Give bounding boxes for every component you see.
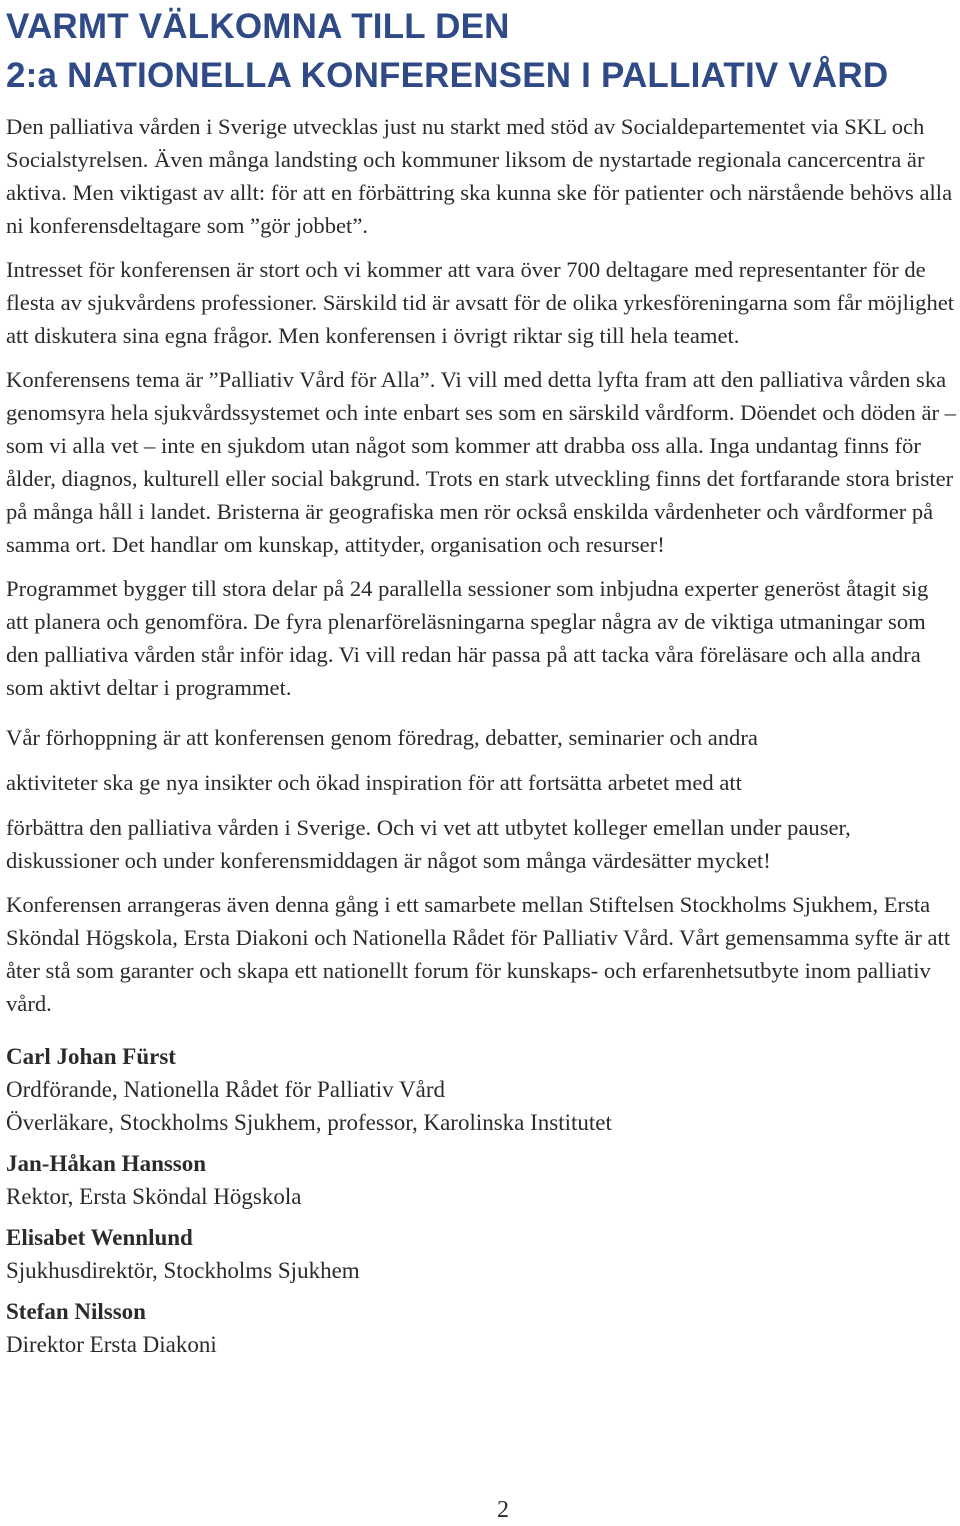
paragraph-program: Programmet bygger till stora delar på 24 parallella sessioner som inbjudna experter generöst åtagit sig att planera och genomföra. De fyra plenarföreläsningarna speglar några av de viktiga utmaningar som den palliativa vården står inför idag. Vi vill redan här passa på att tacka våra föreläsare och alla andra som aktivt deltar i programmet. <box>6 576 929 700</box>
signature-title: Direktor Ersta Diakoni <box>6 1332 217 1357</box>
signature-block <box>6 1040 956 1361</box>
signature-name: Carl Johan Fürst <box>6 1044 176 1069</box>
title-line-1: VARMT VÄLKOMNA TILL DEN <box>6 7 510 46</box>
paragraph-intro: Den palliativa vården i Sverige utvecklas just nu starkt med stöd av Socialdepartementet via SKL och Socialstyrelsen. Även många landsting och kommuner liksom de nystartade regionala cancercentra är aktiva. Men viktigast av allt: för att en förbättring ska kunna ske för patienter och närstående behövs alla ni konferensdeltagare som ”gör jobbet”. <box>6 114 953 238</box>
signature <box>6 1221 956 1287</box>
paragraph-organizers: Konferensen arrangeras även denna gång i ett samarbete mellan Stiftelsen Stockholms Sjukhem, Ersta Sköndal Högskola, Ersta Diakoni och Nationella Rådet för Palliativ Vård. Vårt gemensamma syfte är att åter stå som garanter och skapa ett nationellt forum för kunskaps- och erfarenhetsutbyte inom palliativ vård. <box>6 892 951 1016</box>
signature <box>6 1147 956 1213</box>
paragraph-hope <box>6 715 956 877</box>
signature-title: Sjukhusdirektör, Stockholms Sjukhem <box>6 1258 360 1283</box>
paragraph-hope-rest: förbättra den palliativa vården i Sverige. Och vi vet att utbytet kolleger emellan under pauser, diskussioner och under konferensmiddagen är något som många värdesätter mycket! <box>6 815 851 873</box>
body-text <box>6 110 956 1020</box>
signature-title: Rektor, Ersta Sköndal Högskola <box>6 1184 302 1209</box>
signature <box>6 1295 956 1361</box>
signature-title: Ordförande, Nationella Rådet för Palliativ Vård <box>6 1077 445 1102</box>
signature-name: Stefan Nilsson <box>6 1299 146 1324</box>
signature-name: Elisabet Wennlund <box>6 1225 193 1250</box>
signature-name: Jan-Håkan Hansson <box>6 1151 207 1176</box>
paragraph-hope-line-2: aktiviteter ska ge nya insikter och ökad inspiration för att fortsätta arbetet med att <box>6 770 742 795</box>
page-title <box>6 0 956 100</box>
paragraph-interest: Intresset för konferensen är stort och vi kommer att vara över 700 deltagare med representanter för de flesta av sjukvårdens professioner. Särskild tid är avsatt för de olika yrkesföreningarna som får möjlighet att diskutera sina egna frågor. Men konferensen i övrigt riktar sig till hela teamet. <box>6 257 955 348</box>
paragraph-hope-line-1: Vår förhoppning är att konferensen genom föredrag, debatter, seminarier och andra <box>6 725 758 750</box>
title-line-2: 2:a NATIONELLA KONFERENSEN I PALLIATIV VÅRD <box>6 56 889 95</box>
signature <box>6 1040 956 1139</box>
paragraph-theme: Konferensens tema är ”Palliativ Vård för Alla”. Vi vill med detta lyfta fram att den palliativa vården ska genomsyra hela sjukvårdssystemet och inte enbart ses som en särskild vårdform. Döendet och döden är – som vi alla vet – inte en sjukdom utan något som kommer att drabba oss alla. Inga undantag finns för ålder, diagnos, kulturell eller social bakgrund. Trots en stark utveckling finns det fortfarande stora brister på många håll i landet. Bristerna är geografiska men rör också enskilda vårdenheter och vårdformer på samma ort. Det handlar om kunskap, attityder, organisation och resurser! <box>6 367 956 557</box>
page-number: 2 <box>497 1497 509 1523</box>
document-page <box>6 0 956 1369</box>
signature-title: Överläkare, Stockholms Sjukhem, professor, Karolinska Institutet <box>6 1110 612 1135</box>
